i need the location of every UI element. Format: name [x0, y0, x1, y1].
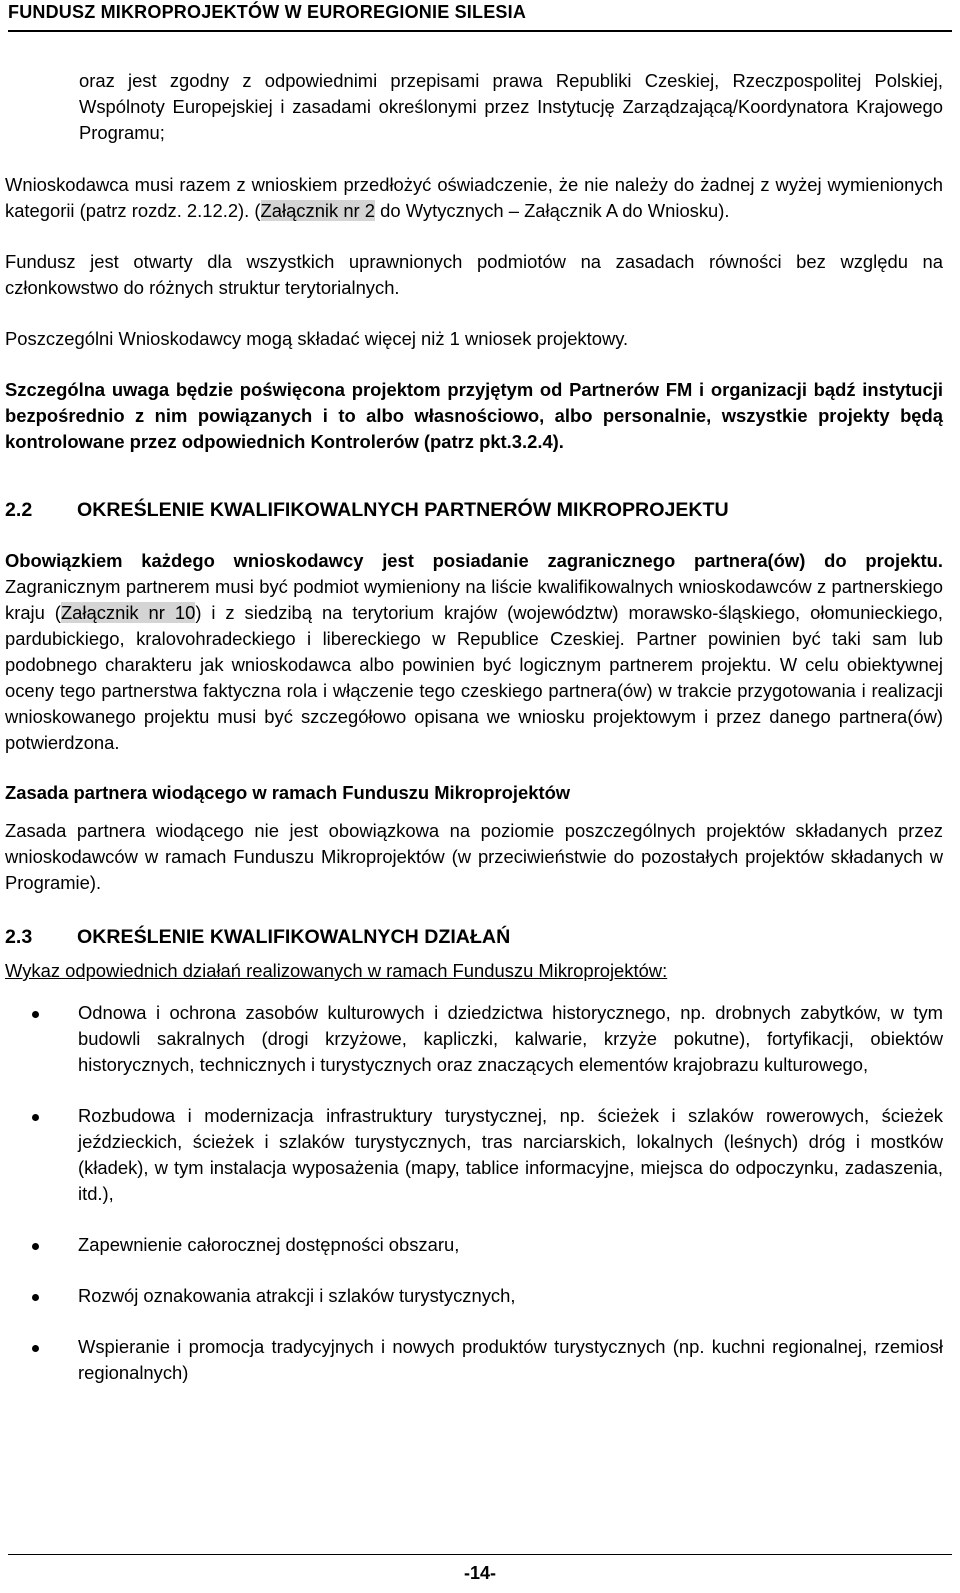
paragraph-declaration [5, 172, 943, 224]
partner-text-before: Zagranicznym partnerem musi być podmiot wymieniony na liście kwalifikowalnych wnioskodawców z partnerskiego kraju ( [5, 576, 943, 623]
list-item [5, 1000, 943, 1078]
declaration-text-after: do Wytycznych – Załącznik A do Wniosku). [375, 200, 730, 221]
paragraph-multiple-applications: Poszczególni Wnioskodawcy mogą składać więcej niż 1 wniosek projektowy. [5, 328, 629, 349]
paragraph-compliance: oraz jest zgodny z odpowiednimi przepisami prawa Republiki Czeskiej, Rzeczpospolitej Polskiej, Wspólnoty Europejskiej i zasadami określonymi przez Instytucję Zarządzającą/Koordynatora Krajowego Programu; [79, 70, 943, 143]
header-divider [8, 30, 952, 32]
section-number: 2.3 [5, 926, 33, 948]
list-item [5, 1283, 943, 1309]
bullet-icon [32, 1345, 39, 1352]
page-number: -14- [463, 1563, 496, 1583]
subheading-lead-partner: Zasada partnera wiodącego w ramach Funduszu Mikroprojektów [5, 782, 571, 803]
footer-divider [8, 1554, 952, 1555]
page-content [5, 68, 943, 1386]
document-header: FUNDUSZ MIKROPROJEKTÓW W EUROREGIONIE SILESIA [8, 2, 527, 22]
declaration-text-before: Wnioskodawca musi razem z wnioskiem przedłożyć oświadczenie, że nie należy do żadnej z wyżej wymienionych kategorii (patrz rozdz. 2.12.2). ( [5, 174, 943, 221]
partner-obligation-lead: Obowiązkiem każdego wnioskodawcy jest posiadanie zagranicznego partnera(ów) do projektu. [5, 550, 943, 571]
section-heading-2-2 [5, 497, 943, 523]
section-number: 2.2 [5, 499, 33, 521]
list-item [5, 1103, 943, 1207]
paragraph-partner-obligation [5, 548, 943, 756]
list-item-text: Odnowa i ochrona zasobów kulturowych i dziedzictwa historycznego, np. drobnych zabytków, w tym budowli sakralnych (drogi krzyżowe, kapliczki, kalwarie, krzyże pokutne), fortyfikacji, obiektów historycznych, technicznych i turystycznych oraz znaczących elementów krajobrazu kulturowego, [78, 1002, 943, 1075]
bullet-icon [32, 1243, 39, 1250]
activities-list [5, 1000, 943, 1386]
list-item-text: Rozwój oznakowania atrakcji i szlaków turystycznych, [78, 1285, 516, 1306]
annex-2-reference: Załącznik nr 2 [260, 200, 376, 221]
bullet-icon [32, 1294, 39, 1301]
section-title: OKREŚLENIE KWALIFIKOWALNYCH PARTNERÓW MIKROPROJEKTU [77, 499, 729, 521]
list-item-text: Wspieranie i promocja tradycyjnych i nowych produktów turystycznych (np. kuchni regionalnej, rzemiosł regionalnych) [78, 1336, 943, 1383]
list-item-text: Zapewnienie całorocznej dostępności obszaru, [78, 1234, 460, 1255]
partner-text-after: ) i z siedzibą na terytorium krajów (województw) morawsko-śląskiego, ołomunieckiego, pardubickiego, kralovohradeckiego i libereckiego w Republice Czeskiej. Partner powinien być taki sam lub podobnego charakteru jak wnioskodawca albo powinien być logicznym partnerem projektu. W celu obiektywnej oceny tego partnerstwa faktyczna rola i włączenie tego czeskiego partnera(ów) w trakcie przygotowania i realizacji wnioskowanego projektu musi być szczegółowo opisana we wniosku projektowym i przez danego partnera(ów) potwierdzona. [5, 602, 944, 753]
paragraph-special-attention: Szczególna uwaga będzie poświęcona projektom przyjętym od Partnerów FM i organizacji bądź instytucji bezpośrednio z nim powiązanych i to albo własnościowo, albo personalnie, wszystkie projekty będą kontrolowane przez odpowiednich Kontrolerów (patrz pkt.3.2.4). [5, 379, 943, 452]
paragraph-lead-partner: Zasada partnera wiodącego nie jest obowiązkowa na poziomie poszczególnych projektów składanych przez wnioskodawców w ramach Funduszu Mikroprojektów (w przeciwieństwie do pozostałych projektów składanych w Programie). [5, 820, 943, 893]
section-title: OKREŚLENIE KWALIFIKOWALNYCH DZIAŁAŃ [77, 926, 511, 948]
list-item [5, 1232, 943, 1258]
section-heading-2-3 [5, 924, 943, 950]
bullet-icon [32, 1114, 39, 1121]
paragraph-fund-open: Fundusz jest otwarty dla wszystkich uprawnionych podmiotów na zasadach równości bez względu na członkowstwo do różnych struktur terytorialnych. [5, 251, 943, 298]
list-item [5, 1334, 943, 1386]
activities-list-heading: Wykaz odpowiednich działań realizowanych w ramach Funduszu Mikroprojektów: [5, 960, 668, 981]
annex-10-reference: Załącznik nr 10 [60, 602, 196, 623]
bullet-icon [32, 1011, 39, 1018]
list-item-text: Rozbudowa i modernizacja infrastruktury turystycznej, np. ścieżek i szlaków rowerowych, ścieżek jeździeckich, ścieżek i szlaków turystycznych, tras narciarskich, lokalnych (leśnych) dróg i mostków (kładek), w tym instalacja wyposażenia (mapy, tablice informacyjne, miejsca do odpoczynku, zadaszenia, itd.), [78, 1105, 943, 1204]
